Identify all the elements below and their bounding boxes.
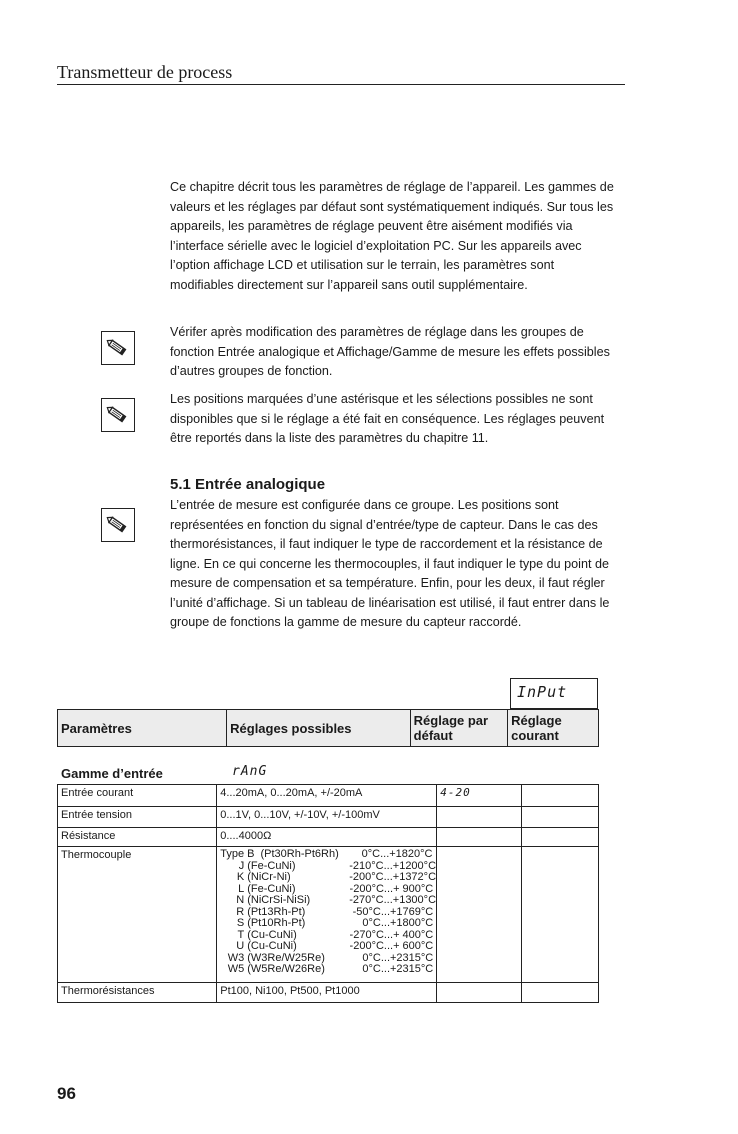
thermocouple-type: U <box>236 940 245 952</box>
options-cell: Pt100, Ni100, Pt500, Pt1000 <box>217 983 437 1003</box>
note-pencil-icon <box>101 331 135 365</box>
param-cell: Thermocouple <box>58 847 217 983</box>
header-reglages-possibles: Réglages possibles <box>227 710 411 747</box>
thermocouple-material: (Fe-CuNi) <box>247 859 296 872</box>
running-header: Transmetteur de process <box>57 62 233 82</box>
header-reglage-courant: Réglage courant <box>508 710 599 747</box>
thermocouple-type: L <box>238 882 245 895</box>
param-cell: Résistance <box>58 828 217 847</box>
section-title: 5.1 Entrée analogique <box>170 476 326 493</box>
note-pencil-icon <box>101 398 135 432</box>
thermocouple-range: -270°C...+ 400°C <box>349 928 434 941</box>
thermocouple-type: T <box>237 928 245 941</box>
thermocouple-type: W5 <box>227 963 245 975</box>
table-row <box>58 983 599 1003</box>
table-row <box>58 785 599 807</box>
default-cell <box>437 828 522 847</box>
note-paragraph-2: Les positions marquées d’une astérisque et les sélections possibles ne sont disponibles que si le réglage a été fait en conséquence. Les réglages peuvent être reportés dans la liste des paramètres du chapitre 11. <box>170 392 605 445</box>
thermocouple-row <box>220 871 437 884</box>
section-body: L’entrée de mesure est configurée dans ce groupe. Les positions sont représentées en fonction du signal d’entrée/type de capteur. Dans le cas des thermorésistances, il faut indiquer le type de raccordement et la résistance de ligne. En ce qui concerne les thermocouples, il faut indiquer le type du point de mesure de compensation et sa température. Enfin, pour les deux, il faut régler l’unité d’affichage. Si un tableau de linéarisation est utilisé, il faut entrer dans le groupe de fonctions la gamme de mesure du capteur raccordé. <box>170 498 610 629</box>
note-pencil-icon <box>101 508 135 542</box>
param-cell: Entrée tension <box>58 807 217 828</box>
current-cell <box>521 828 598 847</box>
table-row <box>58 828 599 847</box>
param-cell: Thermorésistances <box>58 983 217 1003</box>
note-paragraph-1: Vérifer après modification des paramètres de réglage dans les groupes de fonction Entrée analogique et Affichage/Gamme de mesure les effets possibles d’autres groupes de fonction. <box>170 325 610 378</box>
thermocouple-material: (Pt13Rh-Pt) <box>247 905 306 918</box>
current-cell <box>521 983 598 1003</box>
thermocouple-type: J <box>238 859 245 872</box>
thermocouple-row <box>220 918 433 930</box>
default-cell: 4-20 <box>437 785 522 807</box>
header-reglage-defaut: Réglage par défaut <box>410 710 507 747</box>
thermocouple-row <box>220 849 433 861</box>
thermocouple-material: (W3Re/W25Re) <box>247 951 325 964</box>
header-rule <box>57 84 625 85</box>
thermocouple-material: (Cu-CuNi) <box>247 940 297 952</box>
page-number: 96 <box>57 1084 76 1103</box>
thermocouple-range: -200°C...+1372°C <box>349 871 437 883</box>
thermocouple-row <box>220 964 433 976</box>
parameter-table-header <box>57 709 599 747</box>
thermocouple-range: 0°C...+1820°C <box>361 848 433 860</box>
thermocouple-material: (NiCrSi-NiSi) <box>247 894 311 906</box>
options-cell: 4...20mA, 0...20mA, +/-20mA <box>217 785 437 807</box>
thermocouple-material: (Pt10Rh-Pt) <box>247 917 306 929</box>
thermocouple-type: W3 <box>227 951 245 964</box>
thermocouple-range: -200°C...+ 900°C <box>349 882 434 895</box>
thermocouple-type: K <box>236 871 245 883</box>
options-cell: 0...1V, 0...10V, +/-10V, +/-100mV <box>217 807 437 828</box>
thermocouple-row <box>220 941 433 953</box>
thermocouple-range: -210°C...+1200°C <box>349 859 437 872</box>
thermocouple-range: -200°C...+ 600°C <box>349 940 434 952</box>
thermocouple-type: N <box>236 894 245 906</box>
thermocouple-material: (W5Re/W26Re) <box>247 963 325 975</box>
thermocouple-material: (NiCr-Ni) <box>247 871 291 883</box>
thermocouple-type: S <box>236 917 245 929</box>
thermocouple-type: Type B <box>220 848 255 860</box>
default-cell <box>437 983 522 1003</box>
current-cell <box>521 785 598 807</box>
subgroup-label: Gamme d’entrée <box>61 766 163 781</box>
thermocouple-range: 0°C...+1800°C <box>362 917 434 929</box>
default-cell <box>437 847 522 983</box>
subgroup-code: rAnG <box>232 764 268 779</box>
intro-paragraph: Ce chapitre décrit tous les paramètres de réglage de l’appareil. Les gammes de valeurs et les réglages par défaut sont systématiquement indiqués. Sur tous les appareils, les paramètres de réglage peuvent être aisément modifiés via l’interface sérielle avec le logiciel d’exploitation PC. Sur les appareils avec l’option affichage LCD et utilisation sur le terrain, les paramètres sont modifiables directement sur l’appareil sans outil supplémentaire. <box>170 180 614 292</box>
thermocouple-material: (Pt30Rh-Pt6Rh) <box>260 848 339 860</box>
thermocouple-range: -50°C...+1769°C <box>352 905 434 918</box>
current-cell <box>521 847 598 983</box>
table-row <box>58 847 599 983</box>
group-code-display: InPut <box>510 678 598 709</box>
param-cell: Entrée courant <box>58 785 217 807</box>
table-row <box>58 807 599 828</box>
thermocouple-range: 0°C...+2315°C <box>362 951 434 964</box>
current-cell <box>521 807 598 828</box>
options-cell: 0....4000Ω <box>217 828 437 847</box>
thermocouple-range: -270°C...+1300°C <box>349 894 437 906</box>
thermocouple-range: 0°C...+2315°C <box>362 963 434 975</box>
default-cell <box>437 807 522 828</box>
parameter-values-table <box>57 784 599 1003</box>
thermocouple-list <box>220 848 437 976</box>
thermocouple-material: (Fe-CuNi) <box>247 882 296 895</box>
thermocouple-material: (Cu-CuNi) <box>247 928 297 941</box>
thermocouple-row <box>220 894 437 907</box>
header-parametres: Paramètres <box>58 710 227 747</box>
options-cell <box>217 847 437 983</box>
thermocouple-type: R <box>236 905 245 918</box>
